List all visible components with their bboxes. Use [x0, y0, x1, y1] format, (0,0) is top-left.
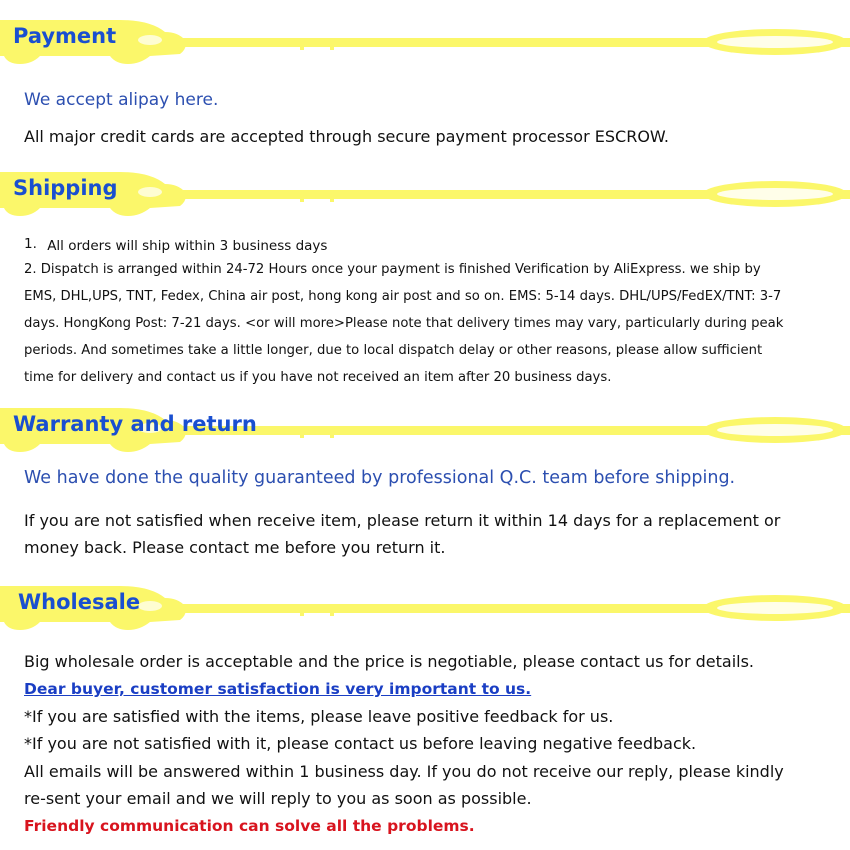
warranty-banner	[0, 400, 850, 456]
wholesale-line-6: re-sent your email and we will reply to you as soon as possible.	[24, 789, 532, 808]
shipping-line-1: 2. Dispatch is arranged within 24-72 Hours once your payment is finished Verification by AliExpress. we ship by	[24, 262, 761, 277]
warranty-qc-text: We have done the quality guaranteed by professional Q.C. team before shipping.	[24, 468, 736, 488]
payment-banner	[0, 12, 850, 68]
payment-credit-text: All major credit cards are accepted through secure payment processor ESCROW.	[24, 127, 669, 146]
shipping-banner	[0, 164, 850, 220]
wholesale-line-3: *If you are satisfied with the items, please leave positive feedback for us.	[24, 707, 614, 726]
shipping-line-2: EMS, DHL,UPS, TNT, Fedex, China air post, hong kong air post and so on. EMS: 5-14 days. DHL/UPS/FedEX/TNT: 3-7	[24, 289, 782, 304]
shipping-item-1-text: All orders will ship within 3 business days	[47, 238, 328, 254]
shipping-line-4: periods. And sometimes take a little longer, due to local dispatch delay or other reasons, please allow sufficient	[24, 343, 763, 358]
shipping-line-3: days. HongKong Post: 7-21 days. <or will more>Please note that delivery times may vary, particularly during peak	[24, 316, 784, 331]
shipping-line-5: time for delivery and contact us if you have not received an item after 20 business days.	[24, 370, 612, 385]
wholesale-title: Wholesale	[18, 590, 141, 614]
wholesale-satisfaction-link[interactable]: Dear buyer, customer satisfaction is very important to us.	[24, 680, 532, 698]
wholesale-line-5: All emails will be answered within 1 business day. If you do not receive our reply, please kindly	[24, 762, 784, 781]
wholesale-line-4: *If you are not satisfied with it, please contact us before leaving negative feedback.	[24, 734, 697, 753]
banner-decoration	[0, 164, 850, 220]
wholesale-line-1: Big wholesale order is acceptable and the price is negotiable, please contact us for details.	[24, 652, 754, 671]
banner-decoration	[0, 12, 850, 68]
warranty-title: Warranty and return	[13, 412, 257, 436]
warranty-return-line-2: money back. Please contact me before you return it.	[24, 538, 446, 557]
shipping-item-1-number: 1.	[24, 236, 37, 252]
payment-title: Payment	[13, 24, 117, 48]
wholesale-closing-text: Friendly communication can solve all the problems.	[24, 817, 475, 835]
shipping-item-1	[24, 236, 327, 254]
shipping-title: Shipping	[13, 176, 118, 200]
warranty-return-line-1: If you are not satisfied when receive item, please return it within 14 days for a replacement or	[24, 511, 781, 530]
payment-alipay-text: We accept alipay here.	[24, 90, 219, 110]
wholesale-banner	[0, 578, 850, 634]
